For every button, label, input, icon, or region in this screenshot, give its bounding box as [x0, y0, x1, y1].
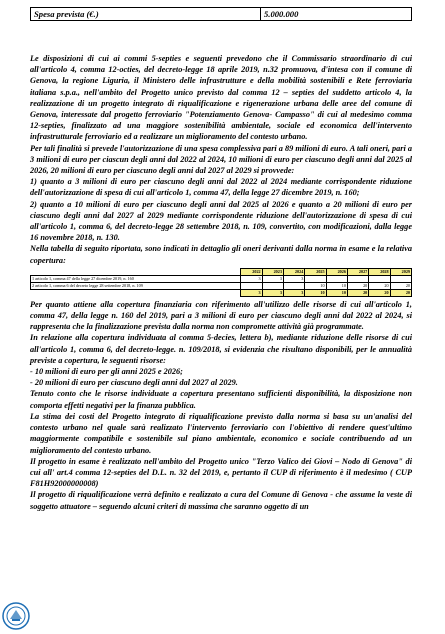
total-cell: 3: [241, 289, 262, 296]
round-seal-logo-icon: [2, 602, 30, 630]
year-header: 2023: [262, 268, 283, 275]
paragraph: Nella tabella di seguito riportata, sono indicati in dettaglio gli oneri derivanti dalla norma in esame e la relativa copertura:: [30, 244, 412, 265]
total-label-blank: [31, 289, 241, 296]
table-header-blank: [31, 268, 241, 275]
total-cell: 20: [347, 289, 368, 296]
table-cell: [283, 282, 304, 289]
table-row: [31, 282, 412, 289]
table-cell: 20: [390, 282, 411, 289]
table-cell: 20: [369, 282, 390, 289]
row-label: 2 articolo 1, comma 6 del decreto legge 28 settembre 2018, n. 109: [31, 282, 241, 289]
total-cell: 20: [369, 289, 390, 296]
paragraph: - 10 milioni di euro per gli anni 2025 e 2026;: [30, 367, 183, 377]
paragraph: Per quanto attiene alla copertura finanziaria con riferimento all'utilizzo delle risorse di cui all'articolo 1, comma 47, della legge n. 160 del 2019, pari a 3 milioni di euro per ciascuno degli anni dal 2022 al 2024, si rappresenta che la finalizzazione prevista dalla norma non compromette attività già programmate.: [30, 299, 412, 332]
year-header: 2027: [347, 268, 368, 275]
year-header: 2029: [390, 268, 411, 275]
table-cell: 10: [326, 282, 347, 289]
paragraph: Le disposizioni di cui ai commi 5-septies e seguenti prevedono che il Commissario straordinario di cui all'articolo 4, comma 12-octies, del decreto-legge 18 aprile 2019, n.32 promuova, d'intesa con il comune di Genova, la regione Liguria, il Ministero delle infrastrutture e della mobilità sostenibili e Rete ferroviaria italiana s.p.a., nell'ambito del Progetto unico previsto dal comma 12 – septies del suddetto articolo 4, la realizzazione di un progetto integrato di riqualificazione e rigenerazione urbana delle aree del comune di Genova, interessate dal progetto ferroviario "Potenziamento Genova- Campasso" di cui al medesimo comma 12-septies, finalizzato ad una maggiore sostenibilità ambientale, sociale ed economica dell'intervento infrastrutturale ferroviario ed a realizzare un miglioramento del contesto urbano.: [30, 54, 412, 142]
oneri-table: [30, 268, 412, 297]
spesa-label: Spesa prevista (€.): [31, 8, 261, 21]
paragraph: Il progetto in esame è realizzato nell'ambito del Progetto unico "Terzo Valico dei Giovi – Nodo di Genova" di cui all' art.4 comma 12-septies del D.L. n. 32 del 2019, e, pertanto il CUP di riferimento è il medesimo ( CUP F81H92000000008): [30, 456, 412, 489]
row-label: 1 articolo 1, comma 47 della legge 27 dicembre 2019, n. 160: [31, 275, 241, 282]
year-header: 2024: [283, 268, 304, 275]
table-cell: 3: [241, 275, 262, 282]
total-cell: 10: [326, 289, 347, 296]
paragraph: La stima dei costi del Progetto integrato di riqualificazione previsto dalla norma si basa su un'analisi del contesto urbano nel quale sarà realizzato l'intervento ferroviario con l'obiettivo di rendere quest'ultimo maggiormente compatibile e sostenibile sul piano ambientale, economico e sociale contribuendo ad un miglioramento del contesto urbano.: [30, 411, 412, 455]
table-total-row: [31, 289, 412, 296]
paragraph: 2) quanto a 10 milioni di euro per ciascuno degli anni dal 2025 al 2026 e quanto a 20 milioni di euro per ciascuno degli anni dal 2027 al 2029 mediante corrispondente riduzione dell'autorizzazione di spesa di cui all'articolo 1, comma 6, del decreto-legge 28 settembre 2018, n. 109, convertito, con modificazioni, dalla legge 16 novembre 2018, n. 130.: [30, 199, 412, 243]
table-header-row: [31, 268, 412, 275]
total-cell: 10: [305, 289, 326, 296]
table-cell: [390, 275, 411, 282]
year-header: 2028: [369, 268, 390, 275]
table-cell: [262, 282, 283, 289]
year-header: 2022: [241, 268, 262, 275]
total-cell: 3: [283, 289, 304, 296]
spesa-value: 5.000.000: [261, 8, 412, 21]
total-cell: 20: [390, 289, 411, 296]
table-cell: [241, 282, 262, 289]
table-cell: 3: [283, 275, 304, 282]
total-cell: 3: [262, 289, 283, 296]
table-cell: [369, 275, 390, 282]
paragraph: Il progetto di riqualificazione verrà definito e realizzato a cura del Comune di Genova - che assume la veste di soggetto attuatore – seguendo alcuni criteri di massima che saranno oggetto di un: [30, 490, 412, 511]
table-cell: [347, 275, 368, 282]
year-header: 2025: [305, 268, 326, 275]
spesa-prevista-table: [30, 7, 412, 21]
paragraph: - 20 milioni di euro per ciascuno degli anni dal 2027 al 2029.: [30, 378, 238, 388]
document-body: [30, 53, 412, 512]
paragraph: 1) quanto a 3 milioni di euro per ciascuno degli anni dal 2022 al 2024 mediante corrispondente riduzione dell'autorizzazione di spesa di cui all'articolo 1, comma 47, della legge 27 dicembre 2019, n. 160;: [30, 177, 412, 198]
paragraph: In relazione alla copertura individuata al comma 5-decies, lettera b), mediante riduzione delle risorse di cui all'articolo 1, comma 6, del decreto-legge. n. 109/2018, si evidenzia che risultano disponibili, per le annualità previste a copertura, le seguenti risorse:: [30, 333, 412, 365]
table-cell: 20: [347, 282, 368, 289]
table-cell: 3: [262, 275, 283, 282]
table-cell: [305, 275, 326, 282]
paragraph: Per tali finalità si prevede l'autorizzazione di una spesa complessiva pari a 89 milioni di euro. A tali oneri, pari a 3 milioni di euro per ciascun degli anni dal 2022 al 2024, 10 milioni di euro per ciascuno degli anni dal 2025 al 2026, 20 milioni di euro per ciascuno degli anni dal 2027 al 2029 si provvede:: [30, 143, 412, 176]
year-header: 2026: [326, 268, 347, 275]
table-row: [31, 275, 412, 282]
paragraph: Tenuto conto che le risorse individuate a copertura presentano sufficienti disponibilità, la disposizione non comporta effetti negativi per la finanza pubblica.: [30, 389, 412, 410]
table-cell: 10: [305, 282, 326, 289]
table-cell: [326, 275, 347, 282]
